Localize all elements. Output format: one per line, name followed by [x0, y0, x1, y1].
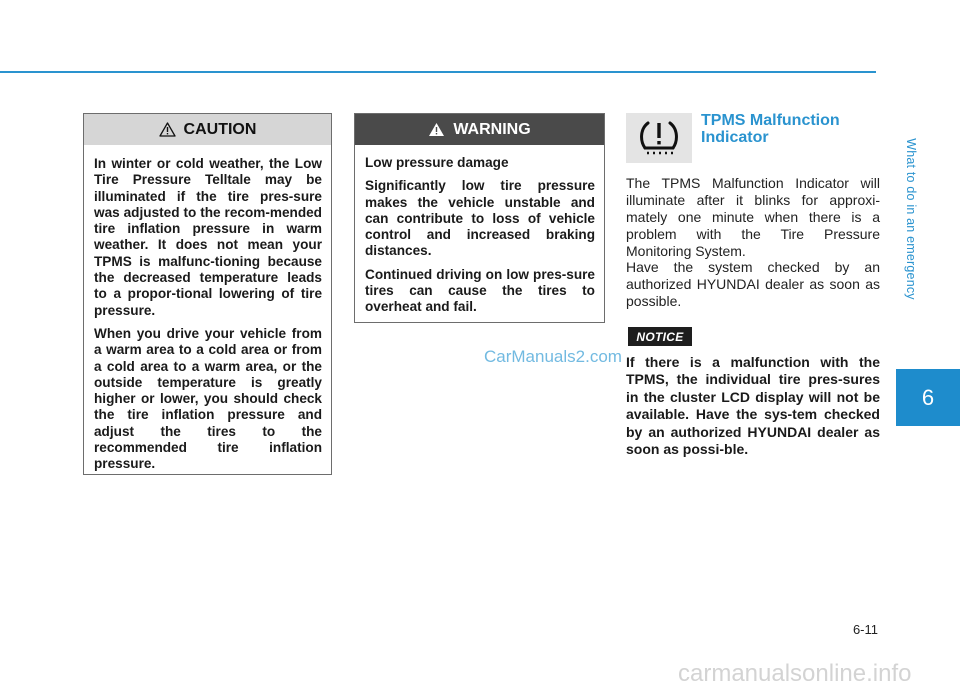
caution-box	[83, 113, 332, 475]
tpms-malfunction-icon	[626, 113, 692, 163]
warning-triangle-icon	[428, 122, 445, 137]
warning-header	[355, 114, 604, 145]
tpms-section-title: TPMS Malfunction Indicator	[701, 112, 840, 146]
warning-paragraph-1: Low pressure damage	[365, 155, 509, 170]
warning-title: WARNING	[453, 120, 531, 138]
tpms-paragraph-2: Have the system checked by an authorized HYUNDAI dealer as soon as possible.	[626, 259, 880, 309]
warning-paragraph-3: Continued driving on low pres-sure tires can cause the tires to overheat and fail.	[365, 266, 595, 315]
top-rule	[0, 71, 876, 73]
warning-body	[355, 145, 604, 316]
chapter-side-title-text: What to do in an emergency	[904, 138, 918, 300]
chapter-side-title	[900, 72, 922, 366]
tpms-paragraph-1: The TPMS Malfunction Indicator will illuminate after it blinks for approxi-mately one minute when there is a problem with the Tire Pressure Monitoring System.	[626, 175, 880, 259]
watermark-carmanualsonline[interactable]: carmanualsonline.info	[678, 660, 912, 687]
caution-paragraph-1: In winter or cold weather, the Low Tire Pressure Telltale may be illuminated if the tire pres-sure was adjusted to the recom-mended tire inflation pressure in warm weather. It does not mean your TPMS is malfunc-tioning because the decreased temperature leads to a propor-tional lowering of tire pressure.	[94, 156, 322, 318]
caution-triangle-icon	[159, 122, 176, 137]
caution-header	[84, 114, 331, 145]
watermark-carmanuals2[interactable]: CarManuals2.com	[484, 347, 622, 366]
caution-title: CAUTION	[183, 120, 257, 138]
warning-box	[354, 113, 605, 323]
notice-badge: NOTICE	[628, 327, 692, 346]
warning-paragraph-2: Significantly low tire pressure makes the vehicle unstable and can contribute to loss of vehicle control and increased braking distances.	[365, 178, 595, 259]
notice-text: If there is a malfunction with the TPMS, the individual tire pres-sures in the cluster LCD display will not be available. Have the sys-tem checked by an authorized HYUNDAI dealer as soon as possi-ble.	[626, 354, 880, 458]
caution-paragraph-2: When you drive your vehicle from a warm area to a cold area or from a cold area to a warm area, or the outside temperature is greatly higher or lower, you should check the tire inflation pressure and adjust the tires to the recommended tire inflation pressure.	[94, 325, 322, 472]
chapter-number-tab: 6	[896, 369, 960, 426]
caution-body	[84, 145, 331, 473]
page-number: 6-11	[852, 622, 878, 637]
